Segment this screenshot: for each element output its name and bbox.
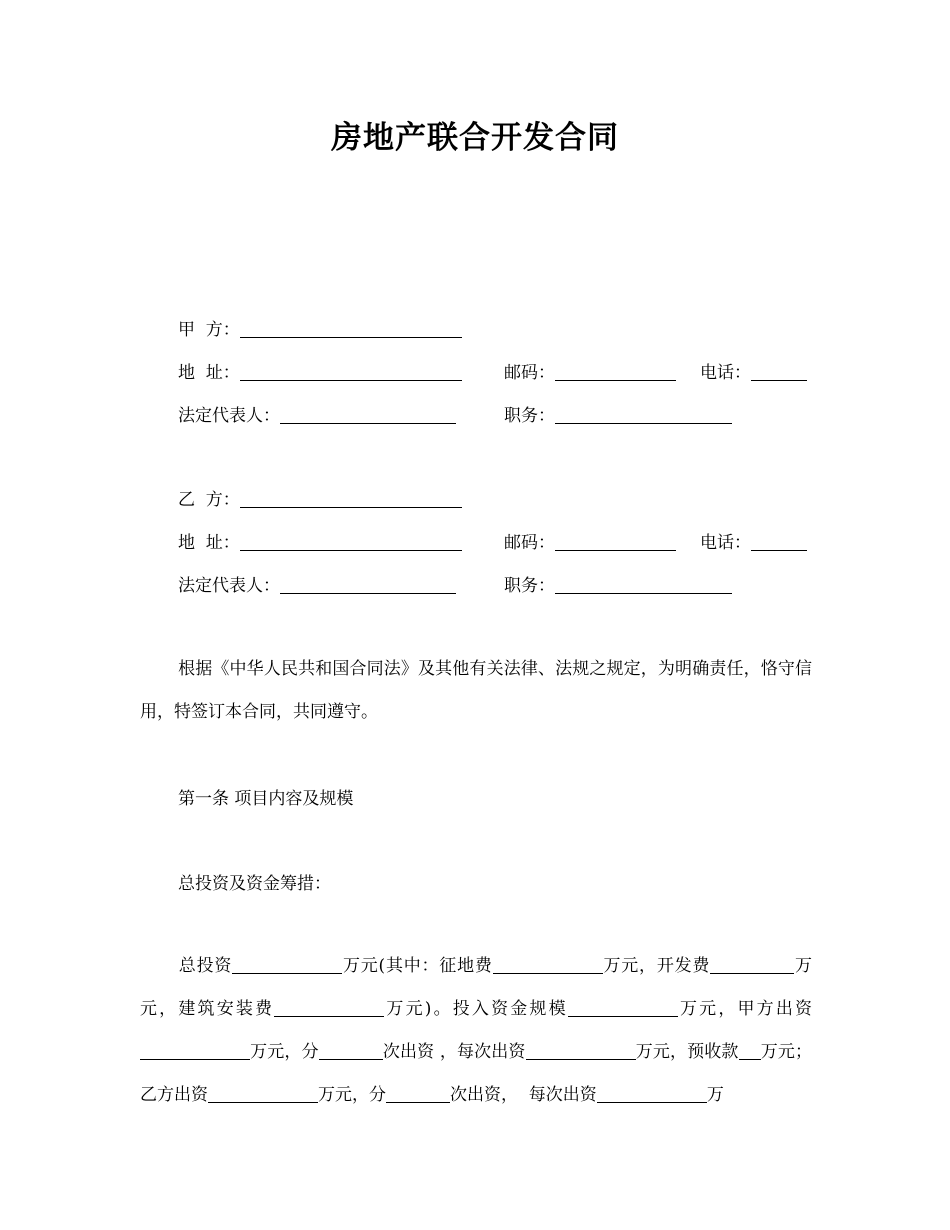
- party-a-address-row: [178, 361, 462, 385]
- party-b-phone-label: 电话：: [700, 533, 751, 553]
- funding-text-7: 万元，分: [250, 1042, 319, 1062]
- party-a-position-row: [504, 404, 732, 428]
- party-b-rep-label: 法定代表人：: [178, 576, 280, 596]
- funding-text-3: 万元，开发费: [602, 956, 711, 976]
- party-a-name-row: [178, 318, 462, 342]
- document-title: 房地产联合开发合同: [331, 120, 619, 156]
- article-1-heading: 第一条 项目内容及规模: [178, 789, 354, 809]
- party-b-address-row: [178, 531, 462, 555]
- funding-text-8: 次出资 ，每次出资: [382, 1042, 526, 1062]
- party-b-installments-blank: [386, 1084, 450, 1103]
- party-a-address-blank: [240, 362, 462, 381]
- funding-text-10: 万元；乙方出资: [140, 1042, 813, 1105]
- intro-text: 根据《中华人民共和国合同法》及其他有关法律、法规之规定，为明确责任，恪守信用，特签订本合同，共同遵守。: [140, 659, 812, 722]
- party-b-rep-row: [178, 574, 456, 598]
- party-a-rep-label: 法定代表人：: [178, 406, 280, 426]
- party-b-position-blank: [555, 575, 732, 594]
- funding-text-12: 次出资， 每次出资: [450, 1085, 597, 1105]
- party-a-name-blank: [240, 319, 462, 338]
- party-b-address-blank: [240, 532, 462, 551]
- funding-heading: 总投资及资金筹措：: [178, 874, 331, 894]
- party-a-installments-blank: [319, 1041, 383, 1060]
- party-a-per-installment-blank: [526, 1041, 636, 1060]
- party-a-rep-blank: [280, 405, 456, 424]
- funding-text-2: 万元(其中：征地费: [342, 956, 493, 976]
- party-b-rep-blank: [280, 575, 456, 594]
- party-a-name-label: 甲 方：: [178, 320, 240, 340]
- development-fee-blank: [710, 955, 794, 974]
- party-a-zip-row: [504, 361, 676, 385]
- party-a-phone-row: [700, 361, 807, 385]
- party-b-zip-blank: [555, 532, 676, 551]
- party-a-phone-label: 电话：: [700, 363, 751, 383]
- funding-text-13: 万: [706, 1085, 724, 1105]
- party-a-phone-blank: [751, 362, 807, 381]
- party-b-name-blank: [240, 489, 462, 508]
- party-a-zip-label: 邮码：: [504, 363, 555, 383]
- construction-fee-blank: [274, 998, 384, 1017]
- party-a-contribution-blank: [140, 1041, 250, 1060]
- party-b-address-label: 地 址：: [178, 533, 240, 553]
- funding-text-4: 万元，建筑安装费: [140, 956, 813, 1019]
- party-b-name-row: [178, 488, 462, 512]
- party-b-zip-row: [504, 531, 676, 555]
- funding-text-6: 万元，甲方出资: [677, 999, 813, 1019]
- party-a-address-label: 地 址：: [178, 363, 240, 383]
- funding-text-1: 总投资: [178, 956, 233, 976]
- party-b-position-label: 职务：: [504, 576, 555, 596]
- land-fee-blank: [493, 955, 603, 974]
- party-a-zip-blank: [555, 362, 676, 381]
- party-b-phone-blank: [751, 532, 807, 551]
- party-b-position-row: [504, 574, 732, 598]
- party-a-position-label: 职务：: [504, 406, 555, 426]
- party-a-position-blank: [555, 405, 732, 424]
- party-b-contribution-blank: [208, 1084, 318, 1103]
- funding-paragraph: [140, 945, 812, 1117]
- funding-text-9: 万元，预收款: [635, 1042, 739, 1062]
- party-b-phone-row: [700, 531, 807, 555]
- party-b-zip-label: 邮码：: [504, 533, 555, 553]
- funding-text-11: 万元，分: [318, 1085, 386, 1105]
- party-b-name-label: 乙 方：: [178, 490, 240, 510]
- party-b-per-installment-blank: [597, 1084, 707, 1103]
- intro-paragraph: [140, 648, 812, 734]
- funding-text-5: 万元)。投入资金规模: [384, 999, 568, 1019]
- party-a-rep-row: [178, 404, 456, 428]
- advance-payment-blank: [739, 1041, 761, 1060]
- total-investment-blank: [232, 955, 342, 974]
- fund-scale-blank: [568, 998, 678, 1017]
